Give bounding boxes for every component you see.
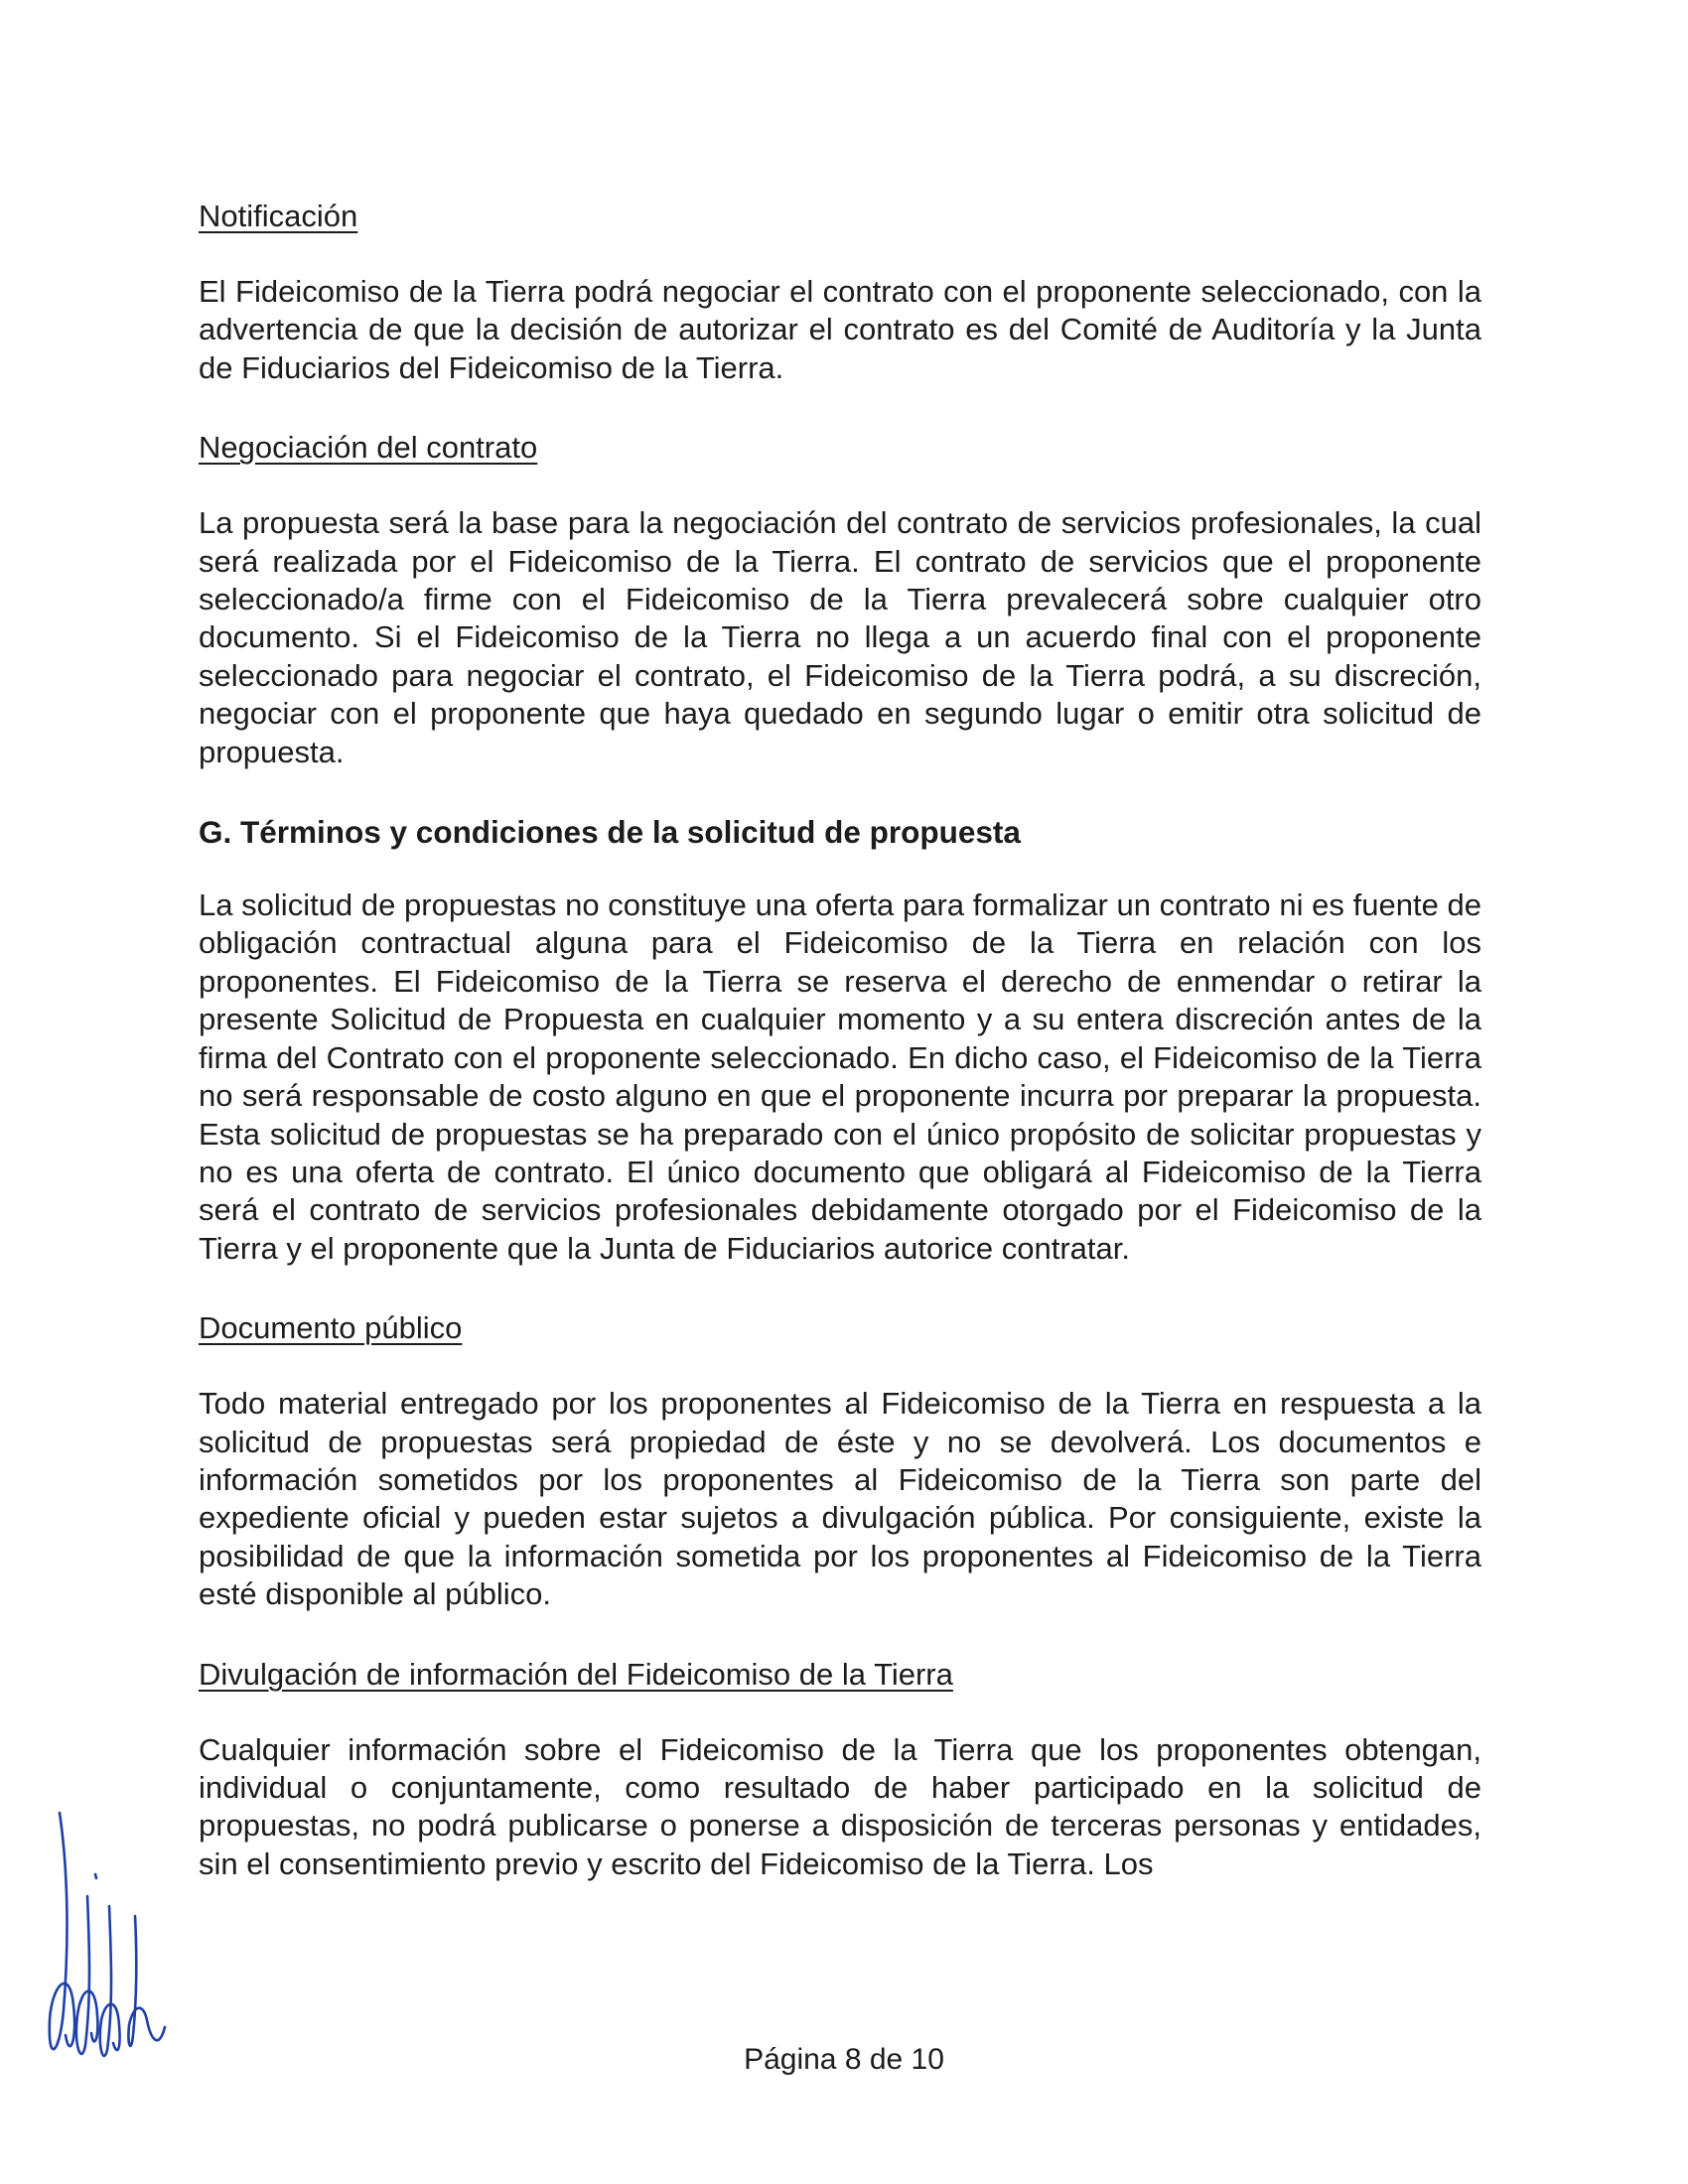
paragraph-notificacion: El Fideicomiso de la Tierra podrá negociar el contrato con el proponente seleccionado, con la advertencia de que la decisión de autorizar el contrato es del Comité de Auditoría y la Junta de Fiduciarios del Fideicomiso de la Tierra. bbox=[199, 274, 1481, 385]
heading-divulgacion: Divulgación de información del Fideicomiso de la Tierra bbox=[199, 1656, 953, 1692]
paragraph-terminos: La solicitud de propuestas no constituye una oferta para formalizar un contrato ni es fuente de obligación contractual alguna para el Fideicomiso de la Tierra en relación con los proponentes. El Fideicomiso de la Tierra se reserva el derecho de enmendar o retirar la presente Solicitud de Propuesta en cualquier momento y a su entera discreción antes de la firma del Contrato con el proponente seleccionado. En dicho caso, el Fideicomiso de la Tierra no será responsable de costo alguno en que el proponente incurra por preparar la propuesta. Esta solicitud de propuestas se ha preparado con el único propósito de solicitar propuestas y no es una oferta de contrato. El único documento que obligará al Fideicomiso de la Tierra será el contrato de servicios profesionales debidamente otorgado por el Fideicomiso de la Tierra y el proponente que la Junta de Fiduciarios autorice contratar. bbox=[199, 887, 1481, 1266]
page-number: Página 8 de 10 bbox=[744, 2043, 944, 2076]
heading-terminos: G. Términos y condiciones de la solicitud de propuesta bbox=[199, 814, 1021, 851]
heading-negociacion: Negociación del contrato bbox=[199, 430, 538, 466]
paragraph-negociacion: La propuesta será la base para la negociación del contrato de servicios profesionales, la cual será realizada por el Fideicomiso de la Tierra. El contrato de servicios que el proponente seleccionado/a firme con el Fideicomiso de la Tierra prevalecerá sobre cualquier otro documento. Si el Fideicomiso de la Tierra no llega a un acuerdo final con el proponente seleccionado para negociar el contrato, el Fideicomiso de la Tierra podrá, a su discreción, negociar con el proponente que haya quedado en segundo lugar o emitir otra solicitud de propuesta. bbox=[199, 505, 1481, 769]
document-body bbox=[199, 197, 1481, 1924]
heading-documento-publico: Documento público bbox=[199, 1310, 463, 1346]
heading-notificacion: Notificación bbox=[199, 199, 358, 233]
paragraph-documento-publico: Todo material entregado por los proponentes al Fideicomiso de la Tierra en respuesta a la solicitud de propuestas será propiedad de éste y no se devolverá. Los documentos e información sometidos por los proponentes al Fideicomiso de la Tierra son parte del expediente oficial y pueden estar sujetos a divulgación pública. Por consiguiente, existe la posibilidad de que la información sometida por los proponentes al Fideicomiso de la Tierra esté disponible al público. bbox=[199, 1386, 1481, 1612]
paragraph-divulgacion: Cualquier información sobre el Fideicomiso de la Tierra que los proponentes obtengan, individual o conjuntamente, como resultado de haber participado en la solicitud de propuestas, no podrá publicarse o ponerse a disposición de terceras personas y entidades, sin el consentimiento previo y escrito del Fideicomiso de la Tierra. Los bbox=[199, 1731, 1481, 1881]
